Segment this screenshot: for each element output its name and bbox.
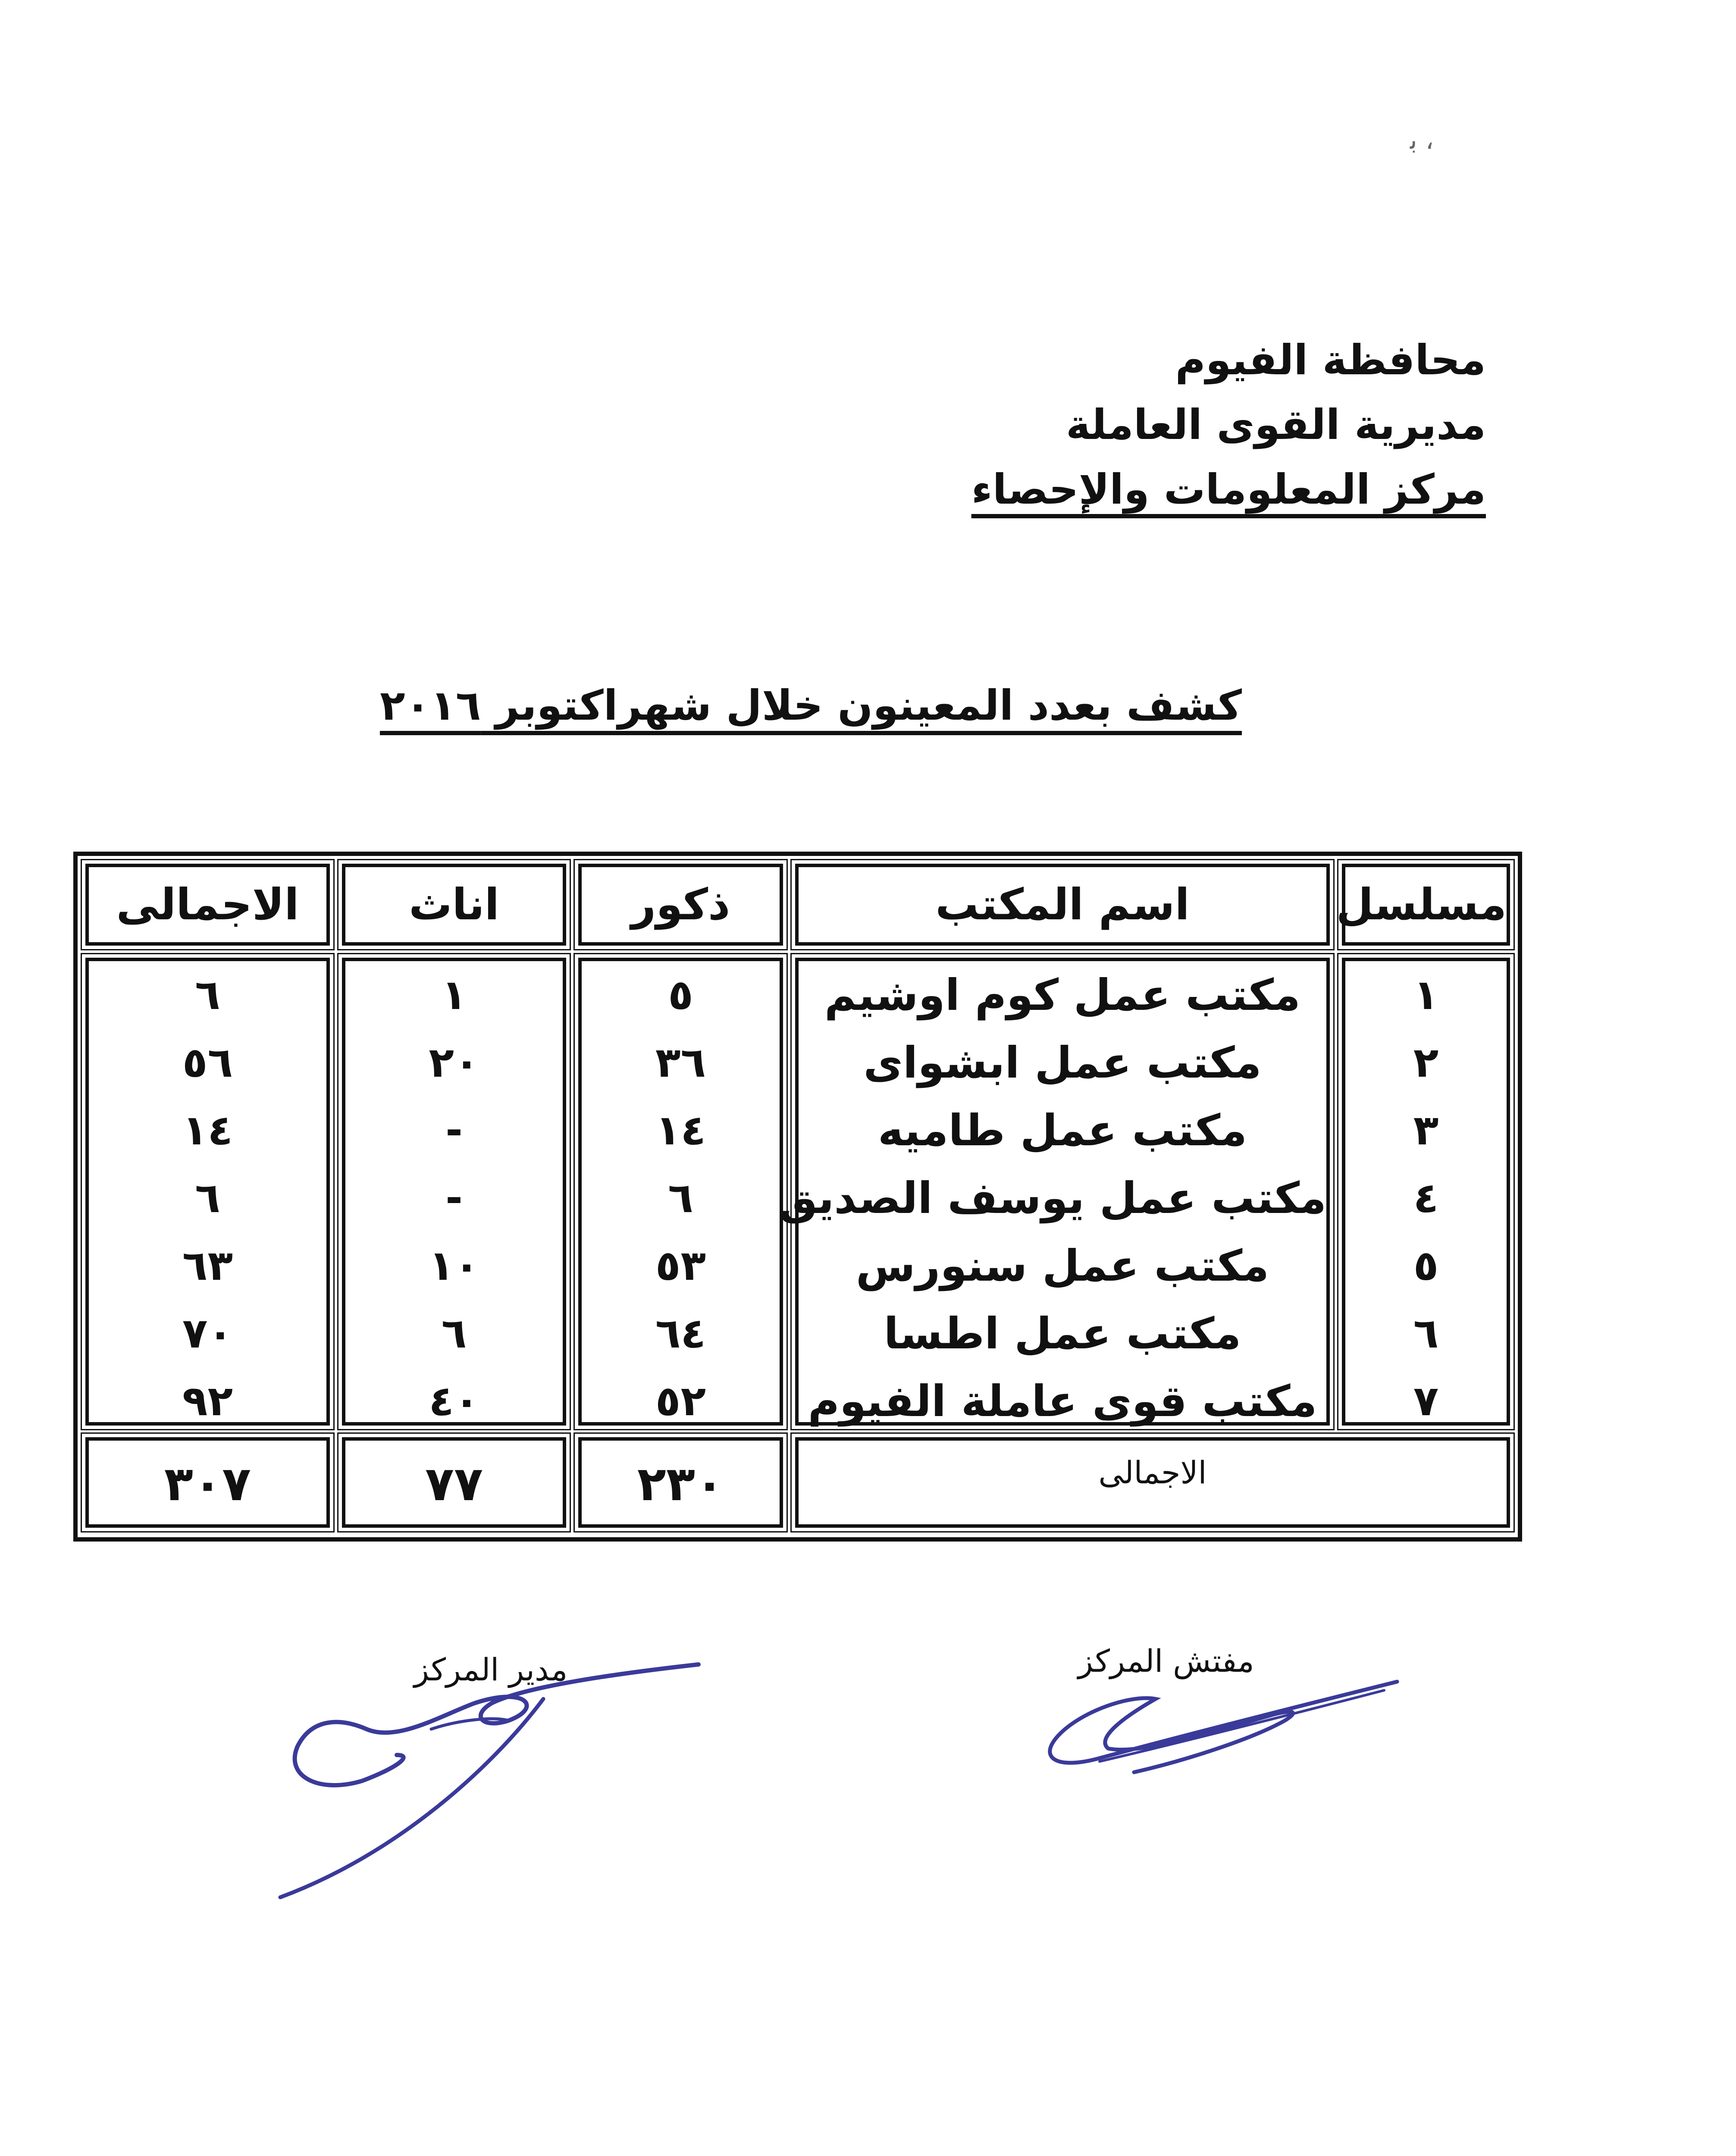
serial-cell: ٥: [1413, 1241, 1439, 1290]
grand-total: ٣٠٧: [164, 1456, 251, 1511]
total-cell: ٩٢: [182, 1377, 233, 1425]
serial-header: مسلسل: [1336, 879, 1507, 930]
header-cell: [795, 864, 1330, 946]
manager-label: مدير المركز: [414, 1651, 568, 1688]
males-total-cell: [578, 1437, 783, 1528]
inspector-label: مفتش المركز: [1078, 1643, 1254, 1679]
total-cell: ١٤: [182, 1106, 233, 1154]
females-cell: ١: [441, 971, 467, 1019]
total-body: [85, 958, 330, 1426]
males-column: [578, 864, 783, 1529]
males-cell: ٥٣: [655, 1241, 706, 1290]
males-cell: ٥: [668, 971, 693, 1019]
office-header: اسم المكتب: [935, 879, 1190, 930]
office-cell: مكتب عمل ابشواى: [863, 1037, 1262, 1088]
office-cell: مكتب عمل يوسف الصديق: [779, 1173, 1326, 1223]
females-cell: -: [445, 1106, 463, 1154]
header-cell: [578, 864, 783, 946]
females-cell: ٢٠: [429, 1038, 479, 1087]
scan-mark: ﺑ ،: [1410, 125, 1434, 155]
males-body: [578, 958, 783, 1426]
header-cell: [1336, 864, 1510, 946]
males-header: ذكور: [631, 879, 730, 930]
grand-total-cell: [85, 1437, 330, 1528]
females-cell: ٦: [441, 1309, 467, 1357]
totals-label-cell: [795, 1437, 1510, 1528]
females-body: [342, 958, 566, 1426]
manager-signature: [267, 1656, 720, 1915]
header-cell: [85, 864, 330, 946]
office-cell: مكتب عمل طاميه: [877, 1105, 1247, 1156]
total-cell: ٦: [195, 1174, 220, 1222]
males-cell: ٦: [668, 1174, 693, 1222]
total-header: الاجمالى: [116, 879, 299, 930]
females-cell: ١٠: [429, 1241, 479, 1290]
office-cell: مكتب عمل سنورس: [855, 1241, 1269, 1291]
serial-cell: ٧: [1413, 1377, 1439, 1425]
males-cell: ٣٦: [655, 1038, 706, 1087]
total-cell: ٦٣: [182, 1241, 233, 1290]
serial-column: [1336, 864, 1510, 1529]
males-cell: ١٤: [655, 1106, 706, 1154]
serial-cell: ٤: [1413, 1174, 1439, 1222]
office-column: [779, 864, 1330, 1529]
office-body: [779, 958, 1330, 1426]
inspector-signature: [1026, 1669, 1414, 1798]
appointments-table: [73, 852, 1522, 1542]
header-cell: [342, 864, 566, 946]
report-title: كشف بعدد المعينون خلال شهراكتوبر ٢٠١٦: [379, 681, 1242, 730]
males-cell: ٦٤: [655, 1309, 706, 1357]
totals-label: الاجمالى: [1098, 1454, 1207, 1491]
directorate-name: مديرية القوى العاملة: [1065, 401, 1486, 449]
serial-body: [1342, 958, 1510, 1426]
center-name: مركز المعلومات والإحصاء: [971, 465, 1486, 514]
total-cell: ٥٦: [182, 1038, 233, 1087]
females-header: اناث: [409, 879, 499, 930]
males-cell: ٥٢: [655, 1377, 706, 1425]
letterhead: [971, 328, 1486, 522]
office-cell: مكتب عمل كوم اوشيم: [824, 970, 1300, 1020]
total-cell: ٦: [195, 971, 220, 1019]
serial-cell: ١: [1413, 971, 1439, 1019]
females-cell: -: [445, 1174, 463, 1222]
governorate-name: محافظة الفيوم: [1175, 336, 1486, 384]
males-total: ٢٣٠: [637, 1456, 724, 1511]
serial-cell: ٢: [1413, 1038, 1439, 1087]
females-cell: ٤٠: [429, 1377, 479, 1425]
females-total-cell: [342, 1437, 566, 1528]
total-cell: ٧٠: [182, 1309, 233, 1357]
serial-cell: ٦: [1413, 1309, 1439, 1357]
office-cell: مكتب عمل اطسا: [884, 1308, 1241, 1359]
total-column: [85, 864, 330, 1529]
females-column: [342, 864, 566, 1529]
office-cell: مكتب قوى عاملة الفيوم: [808, 1376, 1317, 1426]
females-total: ٧٧: [425, 1456, 483, 1511]
serial-cell: ٣: [1413, 1106, 1439, 1154]
